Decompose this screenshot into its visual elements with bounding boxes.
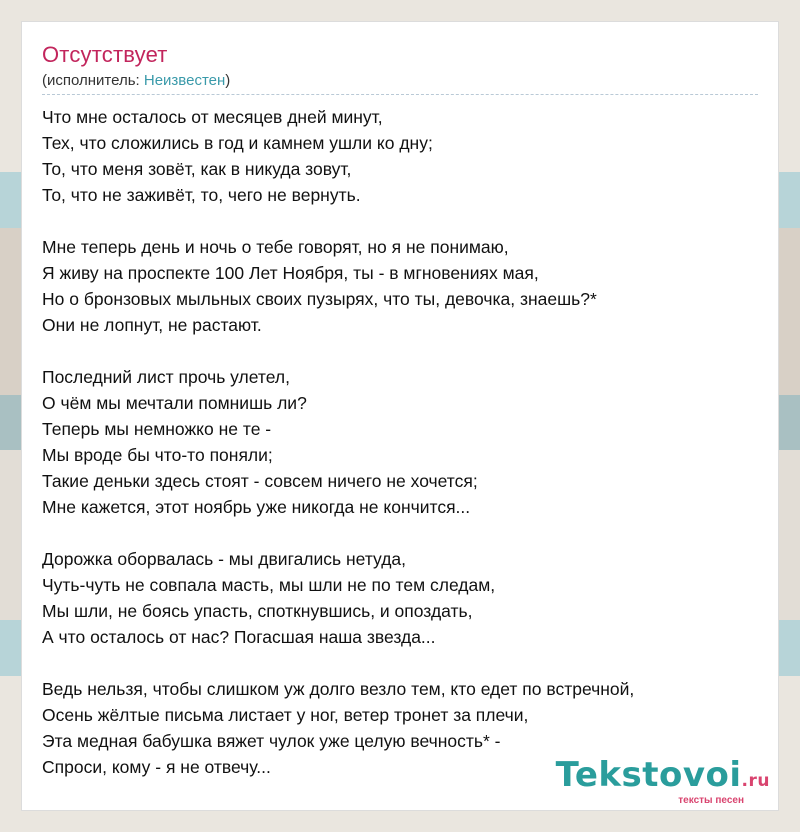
site-logo[interactable] bbox=[556, 757, 770, 806]
song-title: Отсутствует bbox=[42, 42, 168, 67]
stanza-break bbox=[42, 208, 758, 234]
lyric-line: Последний лист прочь улетел, bbox=[42, 367, 290, 387]
artist-link[interactable]: Неизвестен bbox=[143, 72, 226, 89]
logo-wordmark bbox=[556, 757, 770, 799]
lyric-line: О чём мы мечтали помнишь ли? bbox=[42, 393, 307, 413]
lyric-line: Мне кажется, этот ноябрь уже никогда не кончится... bbox=[42, 497, 471, 517]
lyric-line: А что осталось от нас? Погасшая наша звезда... bbox=[42, 627, 436, 647]
logo-tagline: тексты песен bbox=[678, 795, 744, 806]
artist-line bbox=[42, 72, 230, 89]
logo-main-text: Tekstovoi bbox=[555, 755, 742, 795]
lyric-line: Я живу на проспекте 100 Лет Ноября, ты - в мгновениях мая, bbox=[42, 263, 539, 283]
lyric-line: Эта медная бабушка вяжет чулок уже целую вечность* - bbox=[42, 731, 501, 751]
lyric-line: Мы шли, не боясь упасть, споткнувшись, и опоздать, bbox=[42, 601, 473, 621]
divider bbox=[42, 94, 758, 95]
artist-suffix: ) bbox=[225, 72, 231, 89]
stanza-break bbox=[42, 338, 758, 364]
stanza-break bbox=[42, 520, 758, 546]
lyric-line: Но о бронзовых мыльных своих пузырях, что ты, девочка, знаешь?* bbox=[42, 289, 597, 309]
lyric-line: Чуть-чуть не совпала масть, мы шли не по тем следам, bbox=[42, 575, 496, 595]
lyric-line: Спроси, кому - я не отвечу... bbox=[42, 757, 271, 777]
lyric-line: Ведь нельзя, чтобы слишком уж долго везло тем, кто едет по встречной, bbox=[42, 679, 635, 699]
lyric-line: Теперь мы немножко не те - bbox=[42, 419, 272, 439]
lyric-line: Тех, что сложились в год и камнем ушли ко дну; bbox=[42, 133, 433, 153]
lyric-line: Мы вроде бы что-то поняли; bbox=[42, 445, 273, 465]
lyric-line: Мне теперь день и ночь о тебе говорят, но я не понимаю, bbox=[42, 237, 509, 257]
lyric-line: Осень жёлтые письма листает у ног, ветер тронет за плечи, bbox=[42, 705, 529, 725]
lyric-line: Дорожка оборвалась - мы двигались нетуда, bbox=[42, 549, 407, 569]
lyrics-card bbox=[22, 22, 778, 810]
logo-domain: .ru bbox=[741, 771, 770, 791]
stanza-break bbox=[42, 650, 758, 676]
lyric-line: Они не лопнут, не растают. bbox=[42, 315, 262, 335]
lyric-line: Такие деньки здесь стоят - совсем ничего не хочется; bbox=[42, 471, 478, 491]
lyrics-text bbox=[42, 104, 758, 780]
lyric-line: То, что не заживёт, то, чего не вернуть. bbox=[42, 185, 361, 205]
lyric-line: Что мне осталось от месяцев дней минут, bbox=[42, 107, 383, 127]
lyric-line: То, что меня зовёт, как в никуда зовут, bbox=[42, 159, 352, 179]
artist-prefix: (исполнитель: bbox=[42, 72, 144, 89]
